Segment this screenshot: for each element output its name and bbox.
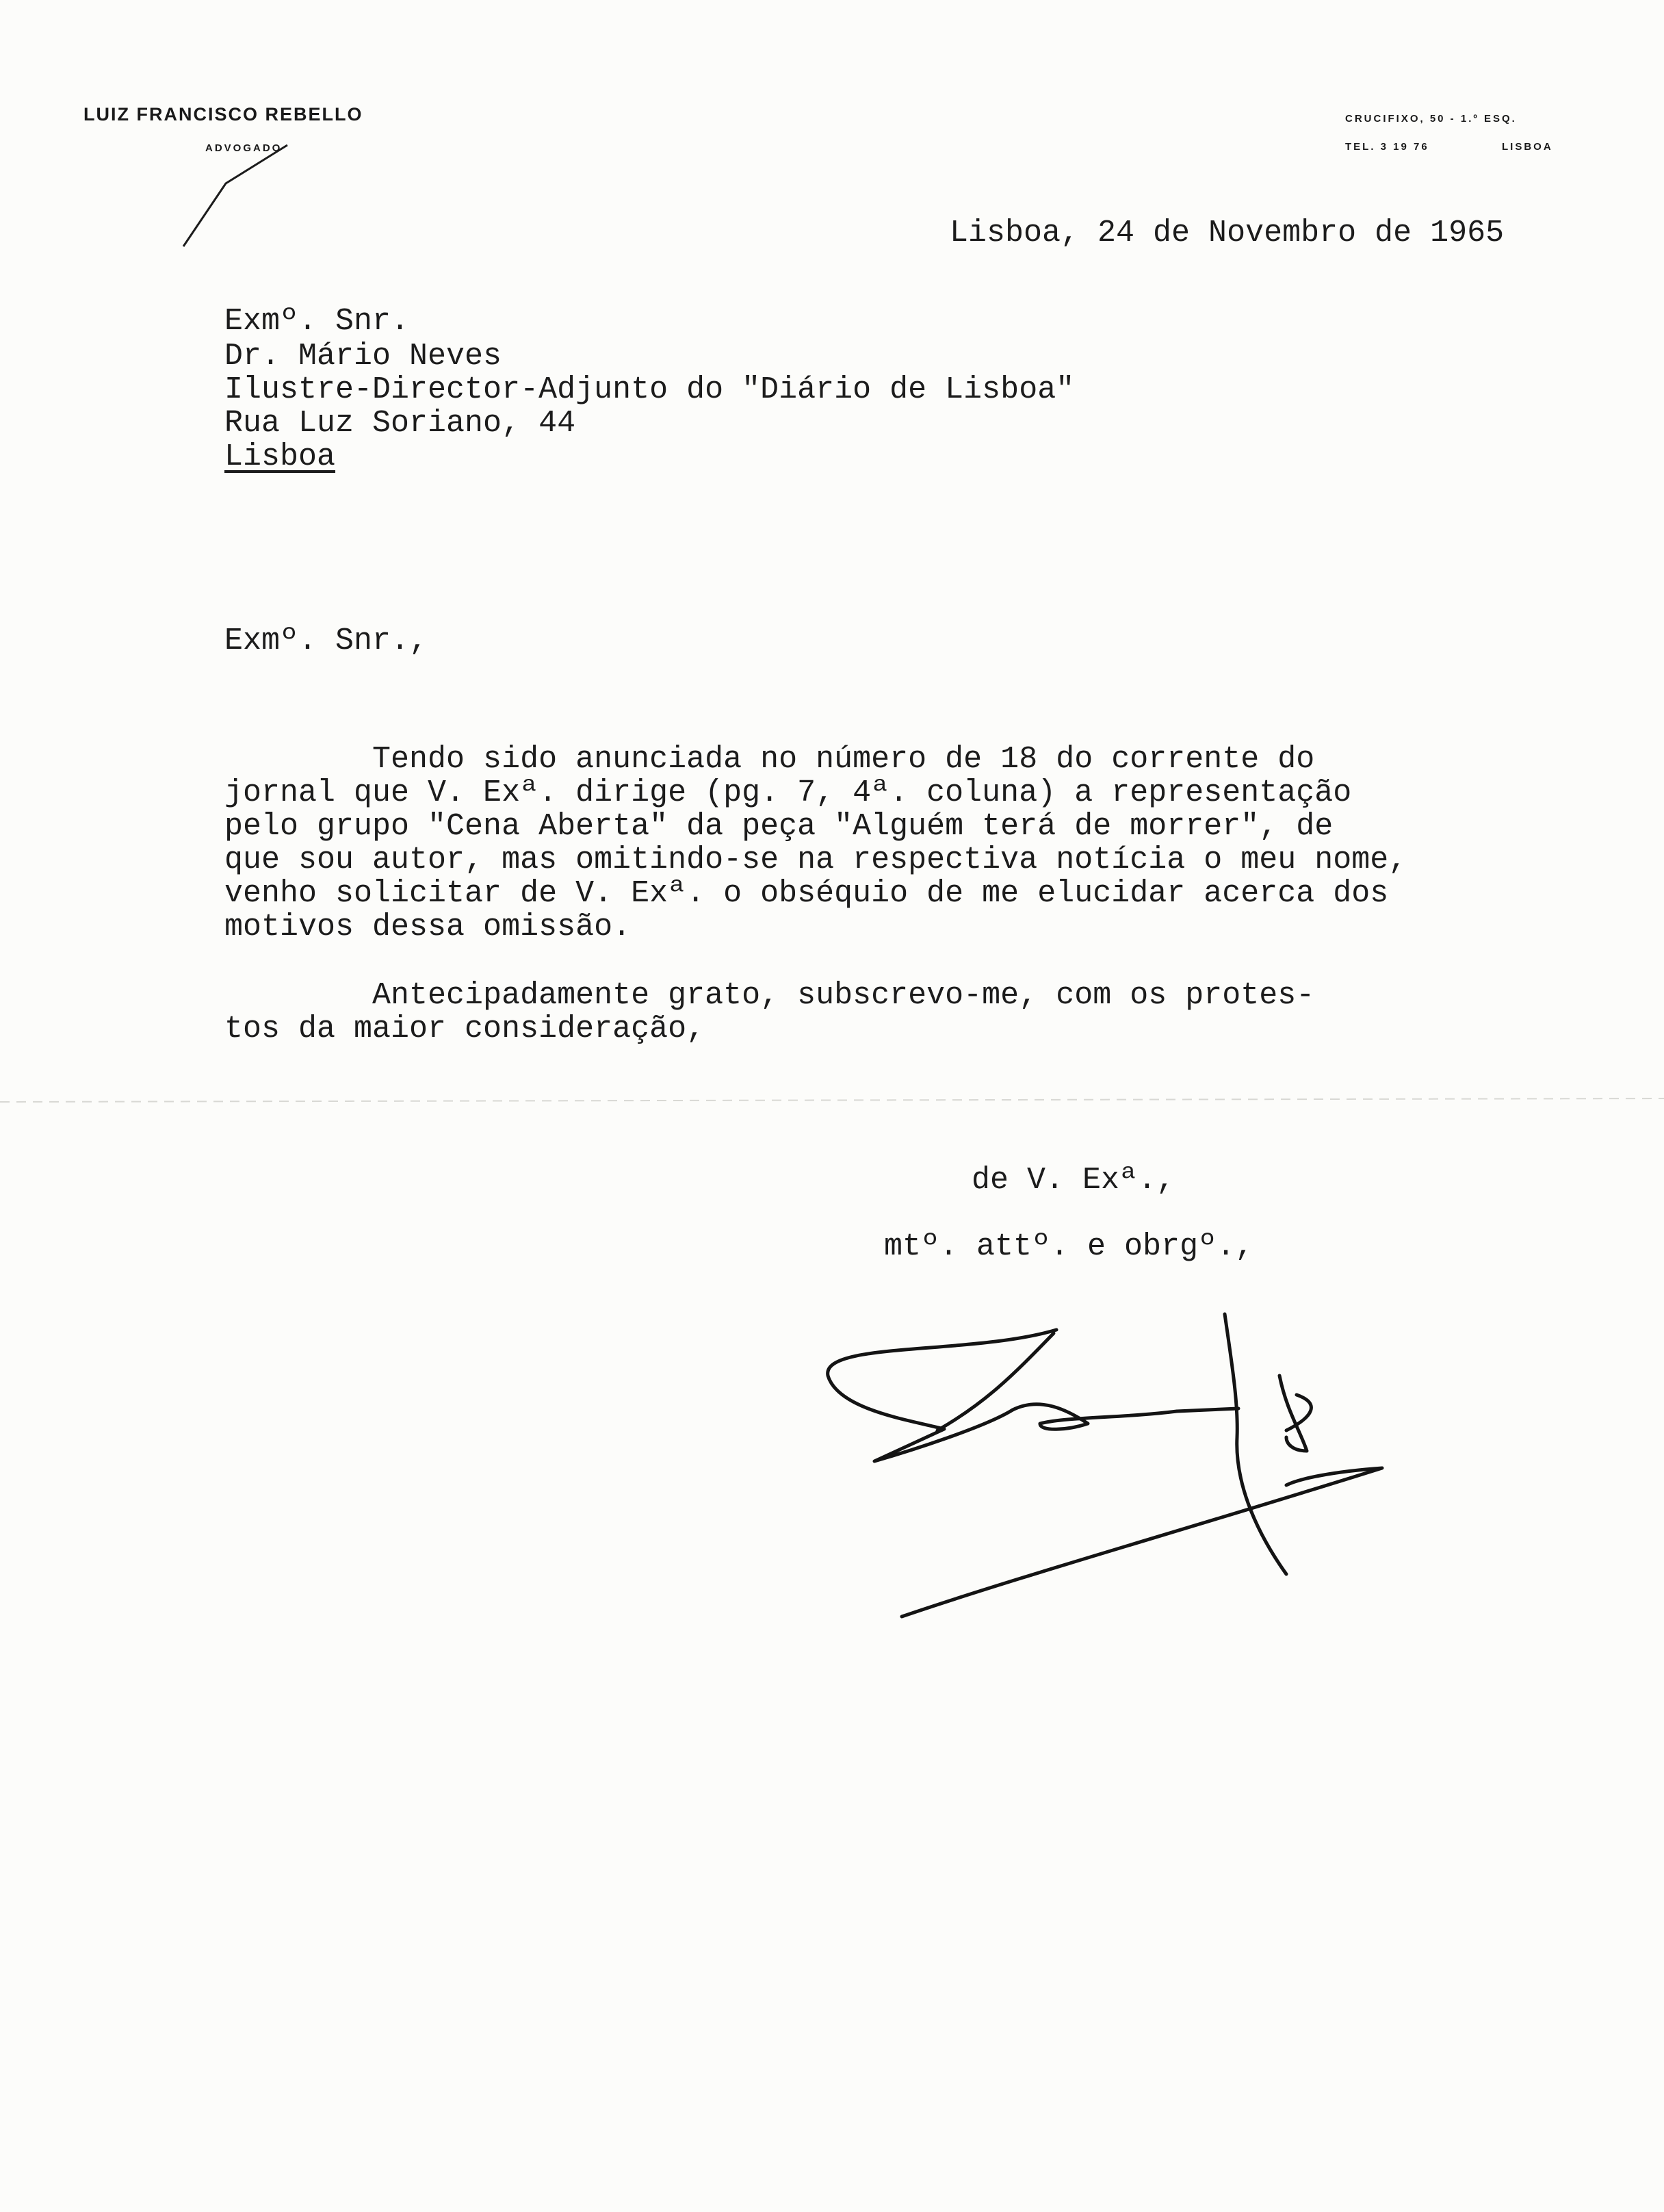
- body-line: que sou autor, mas omitindo-se na respectiva notícia o meu nome,: [224, 843, 1407, 877]
- recipient-salutation: Exmº. Snr.: [224, 304, 410, 339]
- recipient-street: Rua Luz Soriano, 44: [224, 406, 576, 441]
- letterhead-name: LUIZ FRANCISCO REBELLO: [83, 104, 363, 125]
- salutation: Exmº. Snr.,: [224, 623, 428, 658]
- body-line: Tendo sido anunciada no número de 18 do corrente do: [224, 742, 1315, 777]
- fold-line: [0, 1098, 1664, 1102]
- body-line: venho solicitar de V. Exª. o obséquio de me elucidar acerca dos: [224, 876, 1389, 911]
- closing-line-1: de V. Exª.,: [972, 1163, 1175, 1198]
- recipient-name: Dr. Mário Neves: [224, 339, 502, 374]
- body-line: pelo grupo "Cena Aberta" da peça "Alguém terá de morrer", de: [224, 809, 1334, 844]
- letterhead-phone: TEL. 3 19 76: [1345, 141, 1429, 153]
- signature-strokes: [828, 1314, 1382, 1617]
- recipient-city: Lisboa: [224, 439, 336, 474]
- body-line: jornal que V. Exª. dirige (pg. 7, 4ª. coluna) a representação: [224, 775, 1352, 810]
- letterhead-address: CRUCIFIXO, 50 - 1.º ESQ.: [1345, 113, 1517, 125]
- body-line: tos da maior consideração,: [224, 1012, 705, 1046]
- recipient-title: Ilustre-Director-Adjunto do "Diário de Lisboa": [224, 372, 1075, 407]
- closing-line-2: mtº. attº. e obrgº.,: [884, 1229, 1254, 1264]
- body-line: motivos dessa omissão.: [224, 910, 632, 944]
- date-line: Lisboa, 24 de Novembro de 1965: [950, 216, 1505, 250]
- letterhead-city: LISBOA: [1502, 141, 1553, 153]
- body-line: Antecipadamente grato, subscrevo-me, com os protes-: [224, 978, 1315, 1013]
- letterhead-title: ADVOGADO: [205, 142, 283, 154]
- letterhead-slash: [183, 145, 287, 246]
